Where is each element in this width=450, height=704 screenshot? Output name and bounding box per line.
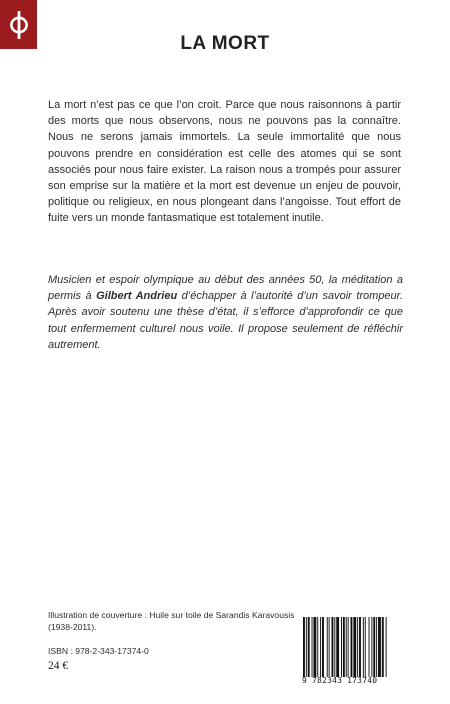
barcode-bar [327,617,328,677]
barcode-bar [334,617,335,677]
price: 24 € [48,660,69,672]
barcode-bar [363,617,364,677]
barcode-bar [365,617,366,677]
barcode-bar [351,617,353,677]
barcode-bar [382,617,384,677]
author-bio-rest: d’échapper à l’autorité d’un savoir trompeur. Après avoir soutenu une thèse d’état, il s’efforce d’approfondir ce que tout enfermement culturel nous voile. Il propose seulement de réfléchir autrement. [48,290,403,351]
barcode-bar [336,617,339,677]
cover-illustration-credit: Illustration de couverture : Huile sur toile de Sarandis Karavousis (1938-2011). [48,610,295,633]
barcode-bar [376,617,377,677]
barcode-digits: 9 782343 173740 [302,676,378,685]
barcode-bar [371,617,372,677]
barcode-bar [357,617,358,677]
barcode-bar [329,617,330,677]
barcode-bar [306,617,307,677]
barcode-bar [378,617,381,677]
barcode-bar [312,617,313,677]
barcode-bar [332,617,334,677]
barcode-bar [373,617,375,677]
book-title: LA MORT [180,33,270,54]
author-bio-intro: Musicien et espoir olympique au début des années 50, la méditation a permis à [48,274,403,303]
book-summary: La mort n’est pas ce que l’on croit. Parce que nous raisonnons à partir des morts que nous observons, nous ne pouvons pas la connaître. Nous ne serons jamais immortels. La seule immortalité que nous pouvons prendre en considération est celle des atomes qui se sont associés pour nous faire exister. La raison nous a trompés pour assurer son emprise sur la matière et la mort est devenue un enjeu de pouvoir, politique ou religieux, en nous plongeant dans l’angoisse. Tout effort de fuite vers un monde fantasmatique est totalement inutile. [48,99,401,225]
barcode-bar [386,617,387,677]
barcode-bar [320,617,321,677]
barcode-bar [303,617,305,677]
barcode-bar [317,617,318,677]
barcode-bar [359,617,361,677]
barcode-bar [353,617,356,677]
barcode-bar [346,617,347,677]
author-bio [48,272,403,353]
barcode-bar [343,617,345,677]
isbn: ISBN : 978-2-343-17374-0 [48,646,149,656]
barcode-bar [313,617,316,677]
barcode-bar [369,617,370,677]
barcode-bar [341,617,342,677]
author-name: Gilbert Andrieu [96,290,178,303]
barcode-bar [308,617,310,677]
barcode [302,617,404,677]
barcode-bar [348,617,349,677]
barcode-bar [322,617,324,677]
